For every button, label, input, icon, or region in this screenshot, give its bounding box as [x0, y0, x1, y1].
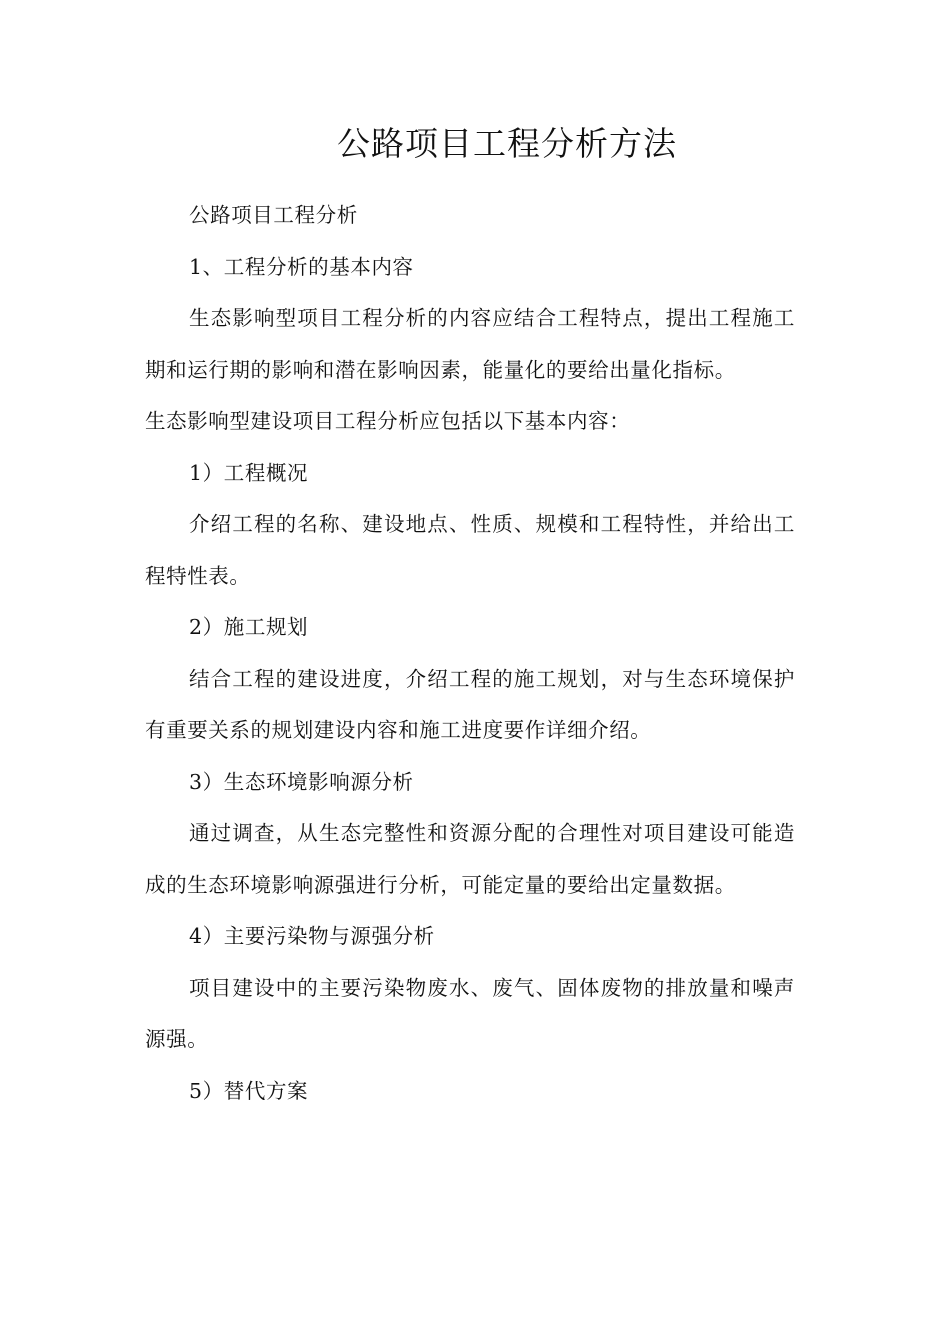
- body-paragraph: 生态影响型项目工程分析的内容应结合工程特点，提出工程施工期和运行期的影响和潜在影响因素，能量化的要给出量化指标。: [145, 306, 795, 382]
- body-paragraph: 通过调查，从生态完整性和资源分配的合理性对项目建设可能造成的生态环境影响源强进行分析，可能定量的要给出定量数据。: [145, 821, 795, 897]
- body-paragraph: 项目建设中的主要污染物废水、废气、固体废物的排放量和噪声源强。: [145, 975, 795, 1051]
- list-heading: 5）替代方案: [189, 1078, 309, 1103]
- list-heading: 3）生态环境影响源分析: [189, 769, 414, 794]
- list-heading: 1）工程概况: [189, 460, 309, 485]
- body-paragraph: 介绍工程的名称、建设地点、性质、规模和工程特性，并给出工程特性表。: [145, 512, 795, 588]
- subsection-heading: 1、工程分析的基本内容: [189, 254, 414, 279]
- list-heading: 2）施工规划: [189, 615, 309, 639]
- list-heading: 4）主要污染物与源强分析: [189, 924, 435, 948]
- section-heading: 公路项目工程分析: [189, 203, 358, 227]
- document-body: [145, 190, 795, 1117]
- body-paragraph: 结合工程的建设进度，介绍工程的施工规划，对与生态环境保护有重要关系的规划建设内容和施工进度要作详细介绍。: [145, 666, 795, 742]
- document-title: 公路项目工程分析方法: [337, 124, 677, 163]
- body-paragraph: 生态影响型建设项目工程分析应包括以下基本内容：: [145, 409, 631, 433]
